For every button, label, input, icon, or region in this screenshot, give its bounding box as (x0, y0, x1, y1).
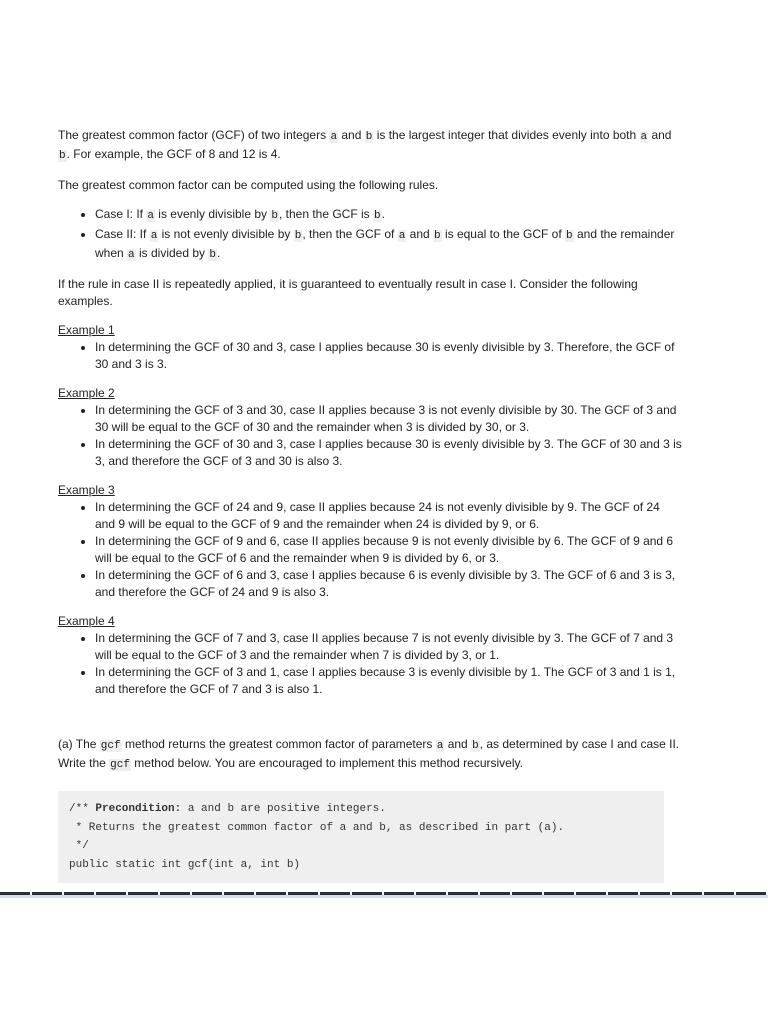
inline-code: a (436, 740, 444, 752)
inline-code: gcf (110, 759, 130, 771)
rules-list (58, 206, 683, 264)
code-block (58, 791, 664, 883)
rule-case-1: • Case I: If a is evenly divisible by b, then the GCF is b. (95, 206, 683, 225)
example-item: • In determining the GCF of 3 and 30, case II applies because 3 is not evenly divisible by 30. The GCF of 3 and 30 will be equal to the GCF of 30 and the remainder when 3 is divided by 30, or 3. (95, 402, 683, 436)
intro-paragraph: The greatest common factor (GCF) of two integers a and b is the largest integer that divides evenly into both a and b. For example, the GCF of 8 and 12 is 4. (58, 128, 672, 162)
inline-code: b (294, 230, 302, 242)
example-3 (58, 482, 683, 601)
example-item: • In determining the GCF of 30 and 3, case I applies because 30 is evenly divisible by 3. The GCF of 30 and 3 is 3, and therefore the GCF of 3 and 30 is also 3. (95, 436, 683, 470)
inline-code: b (365, 131, 373, 143)
example-item: • In determining the GCF of 24 and 9, case II applies because 24 is not evenly divisible by 9. The GCF of 24 and 9 will be equal to the GCF of 9 and the remainder when 24 is divided by 9, or 6. (95, 499, 683, 533)
code-returns-line: * Returns the greatest common factor of a and b, as described in part (a). (69, 821, 565, 834)
example-title: Example 4 (58, 614, 115, 628)
inline-code: b (434, 230, 441, 242)
example-title: Example 1 (58, 323, 115, 337)
inline-code: b (566, 230, 573, 242)
inline-code: gcf (100, 740, 121, 752)
page-divider-shadow (0, 895, 768, 898)
example-items (58, 339, 683, 373)
example-item: • In determining the GCF of 9 and 6, case II applies because 9 is not evenly divisible by 6. The GCF of 9 and 6 will be equal to the GCF of 6 and the remainder when 9 is divided by 6, or 3. (95, 533, 683, 567)
inline-code: b (374, 210, 381, 222)
example-items (58, 499, 683, 601)
rule-case-2: • Case II: If a is not evenly divisible by b, then the GCF of a and b is equal to the GCF of b and the remainder when a is divided by b. (95, 226, 683, 264)
inline-code: b (209, 249, 216, 261)
code-precondition-label: Precondition: (95, 803, 182, 815)
example-items (58, 630, 683, 698)
code-comment-close: */ (69, 840, 89, 852)
inline-code: b (271, 210, 278, 222)
code-method-signature: public static int gcf(int a, int b) (69, 858, 301, 871)
inline-code: a (147, 210, 154, 222)
document-body (58, 127, 683, 883)
example-item: • In determining the GCF of 6 and 3, case I applies because 6 is evenly divisible by 3. The GCF of 6 and 3 is 3, and therefore the GCF of 24 and 9 is also 3. (95, 567, 683, 601)
inline-code: a (128, 249, 135, 261)
example-item: • In determining the GCF of 3 and 1, case I applies because 3 is evenly divisible by 1. The GCF of 3 and 1 is 1, and therefore the GCF of 7 and 3 is also 1. (95, 664, 683, 698)
inline-code: a (640, 131, 648, 143)
example-items (58, 402, 683, 470)
inline-code: a (330, 131, 338, 143)
example-item: • In determining the GCF of 30 and 3, case I applies because 30 is evenly divisible by 3. Therefore, the GCF of 30 and 3 is 3. (95, 339, 683, 373)
inline-code: b (59, 150, 66, 162)
example-title: Example 2 (58, 386, 115, 400)
part-a-prompt: (a) The gcf method returns the greatest common factor of parameters a and b, as determined by case I and case II. Write the gcf method below. You are encouraged to implement this method recursively. (58, 737, 680, 771)
inline-code: a (150, 230, 158, 242)
example-2 (58, 385, 683, 470)
examples-intro: If the rule in case II is repeatedly applied, it is guaranteed to eventually result in case I. Consider the following examples. (58, 277, 638, 308)
code-comment-open: /** (69, 803, 96, 815)
rules-intro: The greatest common factor can be computed using the following rules. (58, 178, 439, 192)
inline-code: a (398, 230, 406, 242)
example-1 (58, 322, 683, 373)
example-4 (58, 613, 683, 698)
code-precondition-text: a and b are positive integers. (181, 803, 386, 815)
example-item: • In determining the GCF of 7 and 3, case II applies because 7 is not evenly divisible by 3. The GCF of 7 and 3 will be equal to the GCF of 3 and the remainder when 7 is divided by 3, or 1. (95, 630, 683, 664)
example-title: Example 3 (58, 483, 115, 497)
inline-code: b (472, 740, 479, 752)
